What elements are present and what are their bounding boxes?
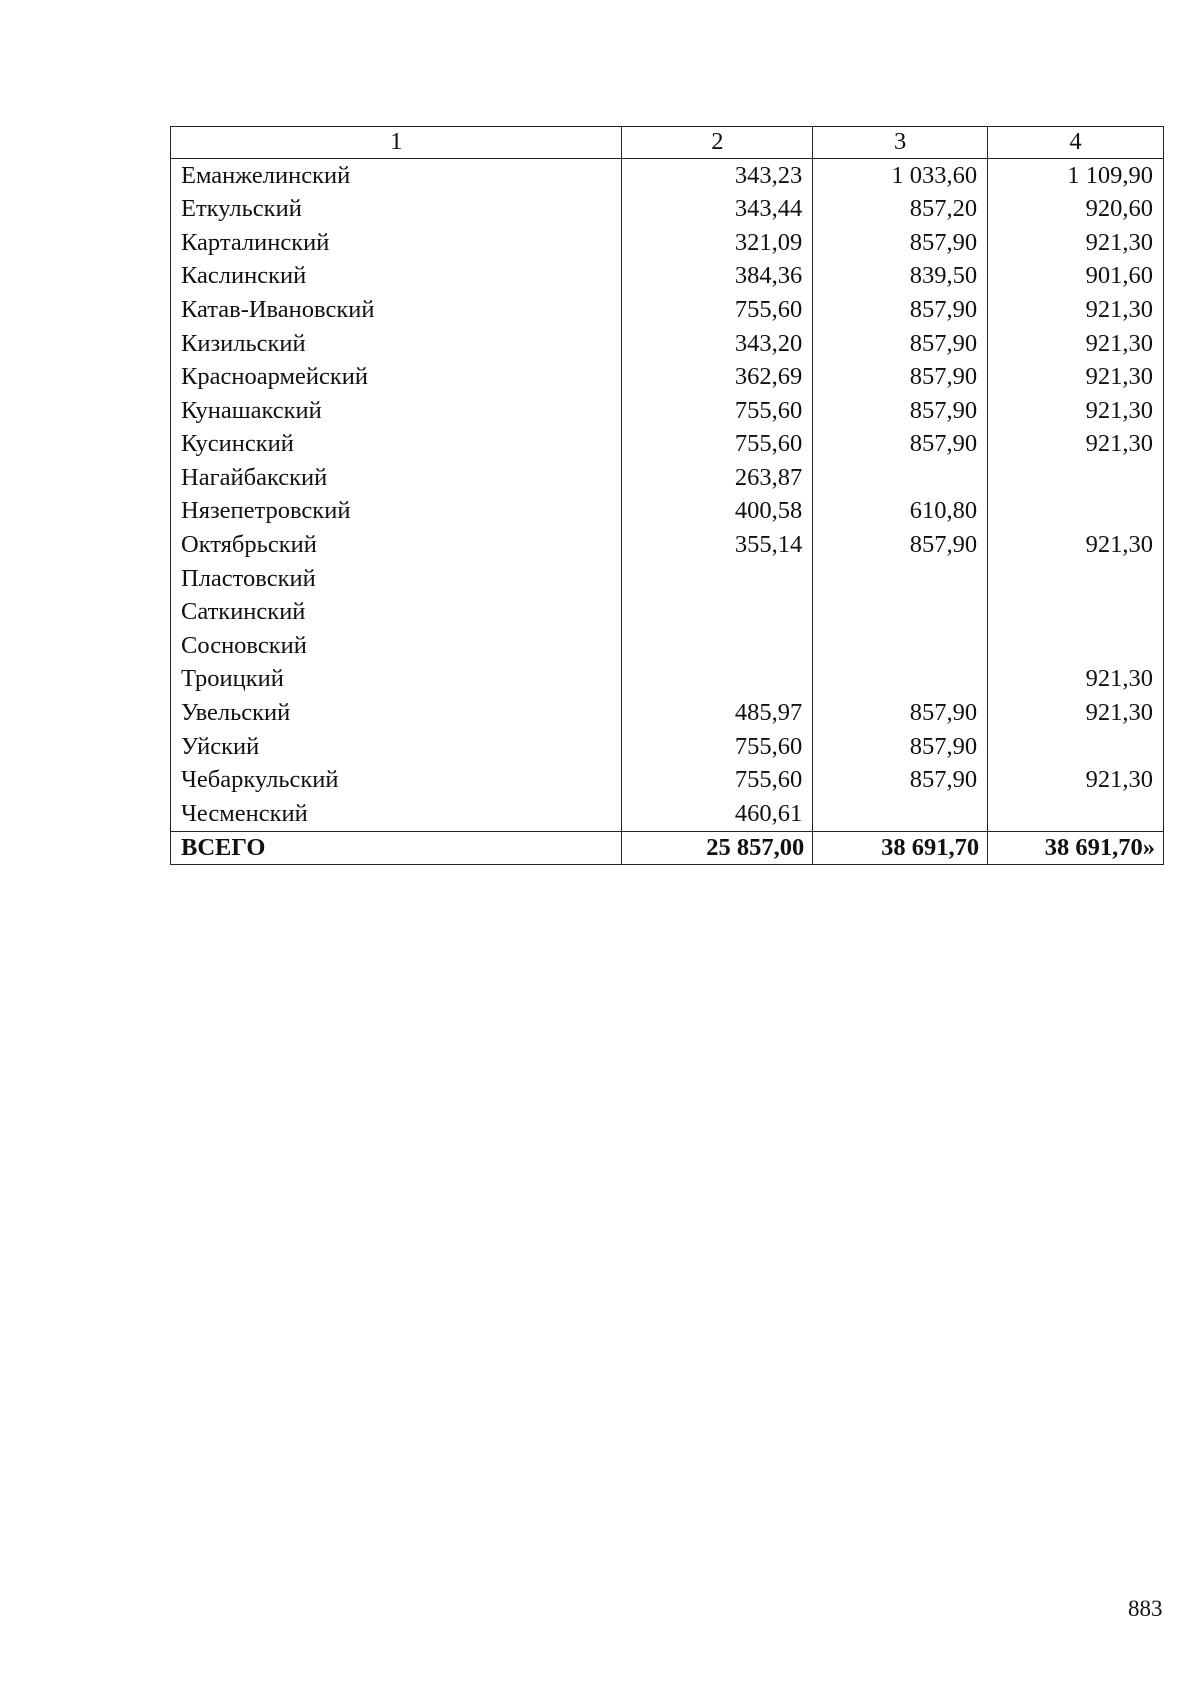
district-name-cell: Карталинский: [171, 226, 622, 260]
table-row: [171, 697, 1164, 731]
district-name-cell: Катав-Ивановский: [171, 293, 622, 327]
value-cell-col-3: 857,90: [813, 361, 988, 395]
table-body: [171, 159, 1164, 865]
total-value-col-4: 38 691,70»: [988, 831, 1164, 864]
table-row: [171, 562, 1164, 596]
value-cell-col-2: 384,36: [622, 260, 813, 294]
value-cell-col-2: 362,69: [622, 361, 813, 395]
value-cell-col-4: [988, 629, 1164, 663]
table-row: [171, 730, 1164, 764]
value-cell-col-3: 857,90: [813, 327, 988, 361]
value-cell-col-2: 343,20: [622, 327, 813, 361]
district-name-cell: Саткинский: [171, 596, 622, 630]
total-value-col-3: 38 691,70: [813, 831, 988, 864]
value-cell-col-3: [813, 797, 988, 831]
value-cell-col-3: 610,80: [813, 495, 988, 529]
value-cell-col-4: [988, 461, 1164, 495]
district-name-cell: Каслинский: [171, 260, 622, 294]
table-header-row: [171, 127, 1164, 159]
value-cell-col-2: 263,87: [622, 461, 813, 495]
value-cell-col-2: [622, 596, 813, 630]
table-row: [171, 159, 1164, 193]
value-cell-col-4: 901,60: [988, 260, 1164, 294]
value-cell-col-4: [988, 730, 1164, 764]
table-row: [171, 361, 1164, 395]
column-header-3: 3: [813, 127, 988, 159]
value-cell-col-2: 400,58: [622, 495, 813, 529]
value-cell-col-4: 921,30: [988, 663, 1164, 697]
value-cell-col-2: 755,60: [622, 394, 813, 428]
table-row: [171, 529, 1164, 563]
value-cell-col-3: 857,20: [813, 193, 988, 227]
value-cell-col-3: 857,90: [813, 394, 988, 428]
district-name-cell: Чебаркульский: [171, 764, 622, 798]
value-cell-col-2: 321,09: [622, 226, 813, 260]
column-header-2: 2: [622, 127, 813, 159]
district-name-cell: Кусинский: [171, 428, 622, 462]
value-cell-col-3: 857,90: [813, 293, 988, 327]
value-cell-col-3: [813, 629, 988, 663]
value-cell-col-2: 755,60: [622, 730, 813, 764]
value-cell-col-3: 857,90: [813, 226, 988, 260]
district-name-cell: Сосновский: [171, 629, 622, 663]
district-name-cell: Кизильский: [171, 327, 622, 361]
table-row: [171, 428, 1164, 462]
table-row: [171, 260, 1164, 294]
district-name-cell: Чесменский: [171, 797, 622, 831]
value-cell-col-2: [622, 562, 813, 596]
value-cell-col-3: [813, 562, 988, 596]
table-row: [171, 226, 1164, 260]
district-name-cell: Увельский: [171, 697, 622, 731]
value-cell-col-4: [988, 495, 1164, 529]
total-value-col-2: 25 857,00: [622, 831, 813, 864]
value-cell-col-2: [622, 629, 813, 663]
value-cell-col-4: 920,60: [988, 193, 1164, 227]
value-cell-col-2: 460,61: [622, 797, 813, 831]
total-row: [171, 831, 1164, 864]
district-name-cell: Троицкий: [171, 663, 622, 697]
table-row: [171, 495, 1164, 529]
column-header-4: 4: [988, 127, 1164, 159]
value-cell-col-3: 857,90: [813, 428, 988, 462]
value-cell-col-4: [988, 596, 1164, 630]
value-cell-col-2: 755,60: [622, 293, 813, 327]
value-cell-col-3: 1 033,60: [813, 159, 988, 193]
value-cell-col-3: [813, 663, 988, 697]
table-row: [171, 596, 1164, 630]
value-cell-col-4: 921,30: [988, 361, 1164, 395]
table-row: [171, 461, 1164, 495]
value-cell-col-4: 921,30: [988, 226, 1164, 260]
value-cell-col-3: 839,50: [813, 260, 988, 294]
table-row: [171, 394, 1164, 428]
table-row: [171, 293, 1164, 327]
district-name-cell: Еткульский: [171, 193, 622, 227]
page-number: 883: [1128, 1596, 1163, 1621]
value-cell-col-2: 755,60: [622, 764, 813, 798]
value-cell-col-4: 921,30: [988, 394, 1164, 428]
value-cell-col-4: 1 109,90: [988, 159, 1164, 193]
table-row: [171, 663, 1164, 697]
district-name-cell: Уйский: [171, 730, 622, 764]
value-cell-col-3: 857,90: [813, 730, 988, 764]
table-row: [171, 797, 1164, 831]
district-name-cell: Нязепетровский: [171, 495, 622, 529]
column-header-1: 1: [171, 127, 622, 159]
district-name-cell: Еманжелинский: [171, 159, 622, 193]
value-cell-col-4: 921,30: [988, 529, 1164, 563]
data-table: [170, 126, 1164, 865]
value-cell-col-4: [988, 797, 1164, 831]
value-cell-col-3: 857,90: [813, 697, 988, 731]
value-cell-col-3: 857,90: [813, 529, 988, 563]
value-cell-col-3: 857,90: [813, 764, 988, 798]
district-name-cell: Нагайбакский: [171, 461, 622, 495]
district-name-cell: Кунашакский: [171, 394, 622, 428]
value-cell-col-2: 355,14: [622, 529, 813, 563]
table-row: [171, 193, 1164, 227]
district-name-cell: Октябрьский: [171, 529, 622, 563]
value-cell-col-2: 343,23: [622, 159, 813, 193]
value-cell-col-2: 755,60: [622, 428, 813, 462]
value-cell-col-4: 921,30: [988, 293, 1164, 327]
value-cell-col-4: [988, 562, 1164, 596]
district-name-cell: Пластовский: [171, 562, 622, 596]
total-label-cell: ВСЕГО: [171, 831, 622, 864]
value-cell-col-4: 921,30: [988, 428, 1164, 462]
value-cell-col-4: 921,30: [988, 327, 1164, 361]
table-row: [171, 629, 1164, 663]
value-cell-col-2: 343,44: [622, 193, 813, 227]
value-cell-col-3: [813, 596, 988, 630]
table-row: [171, 327, 1164, 361]
value-cell-col-3: [813, 461, 988, 495]
value-cell-col-2: [622, 663, 813, 697]
value-cell-col-4: 921,30: [988, 764, 1164, 798]
table-header: [171, 127, 1164, 159]
district-name-cell: Красноармейский: [171, 361, 622, 395]
value-cell-col-4: 921,30: [988, 697, 1164, 731]
value-cell-col-2: 485,97: [622, 697, 813, 731]
table-row: [171, 764, 1164, 798]
